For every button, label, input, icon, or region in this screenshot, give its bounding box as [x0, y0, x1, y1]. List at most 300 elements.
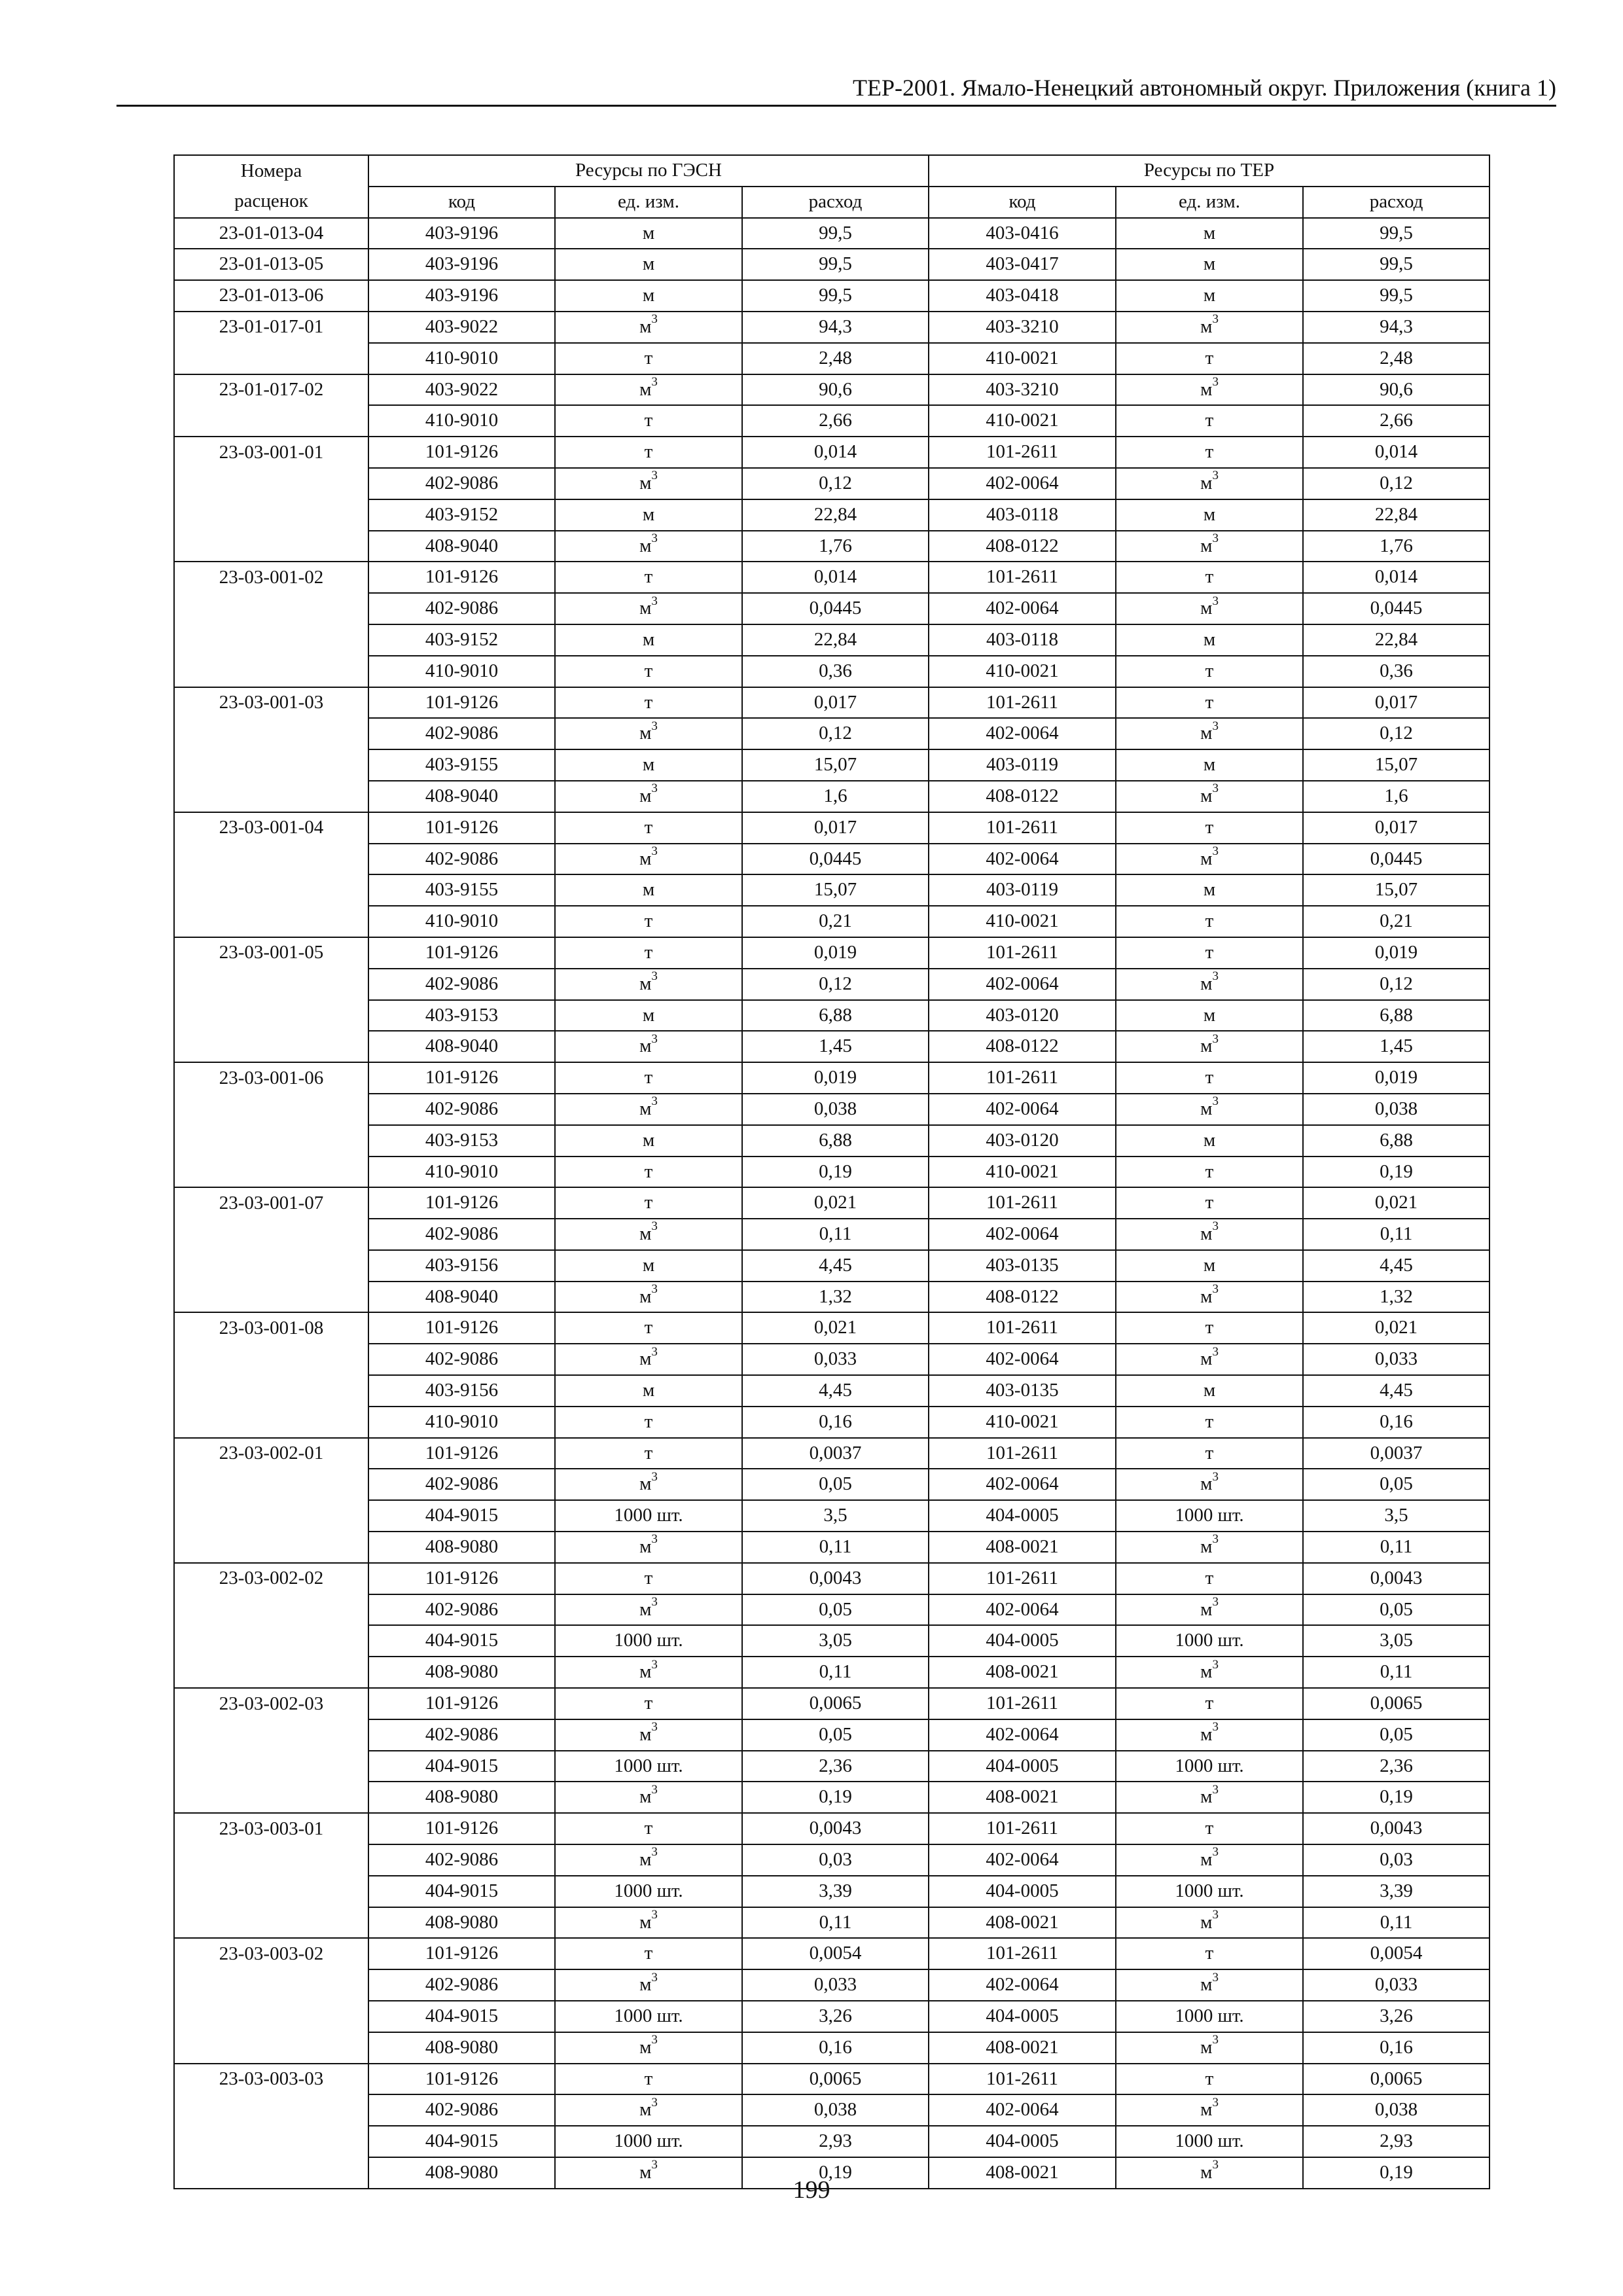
ter-rate-cell: 3,39 [1303, 1876, 1489, 1907]
rate-number-cell: 23-03-001-07 [174, 1187, 368, 1219]
table-row [174, 1094, 1489, 1125]
rate-number-cell [174, 624, 368, 656]
unit-text: м [1200, 1974, 1213, 1996]
gesn-rate-cell: 0,033 [742, 1969, 929, 2001]
ter-rate-cell: 6,88 [1303, 1000, 1489, 1031]
ter-unit-cell [1116, 1844, 1303, 1876]
gesn-rate-cell: 0,017 [742, 812, 929, 844]
rate-number-cell [174, 906, 368, 937]
gesn-code-cell: 403-9022 [368, 312, 555, 343]
ter-code-cell: 101-2611 [929, 1688, 1116, 1719]
ter-code-cell: 403-0120 [929, 1000, 1116, 1031]
unit-exponent: 3 [651, 719, 658, 733]
table-row [174, 2001, 1489, 2032]
table-body [174, 218, 1489, 2189]
rate-number-cell: 23-03-002-01 [174, 1438, 368, 1469]
gesn-unit-cell: м [555, 1375, 742, 1407]
gesn-code-cell: 402-9086 [368, 593, 555, 624]
unit-exponent: 3 [651, 1282, 658, 1297]
unit-text: м [639, 1786, 652, 1808]
header-row-2 [174, 187, 1489, 218]
rate-number-cell [174, 1000, 368, 1031]
rate-number-cell [174, 1282, 368, 1313]
unit-exponent: 3 [651, 2095, 658, 2109]
ter-rate-cell: 0,12 [1303, 969, 1489, 1000]
ter-code-cell: 408-0122 [929, 781, 1116, 812]
col-num-header-line2: расценок [174, 187, 368, 218]
ter-unit-cell: т [1116, 1688, 1303, 1719]
gesn-unit-cell [555, 531, 742, 562]
gesn-rate-cell: 0,05 [742, 1594, 929, 1626]
unit-text: м [639, 848, 652, 869]
gesn-rate-cell: 0,014 [742, 437, 929, 468]
unit-text: м [1200, 1786, 1213, 1808]
table-row [174, 844, 1489, 875]
unit-exponent: 3 [651, 1469, 658, 1484]
table-row [174, 969, 1489, 1000]
gesn-unit-cell: т [555, 1438, 742, 1469]
unit-text: м [1200, 1661, 1213, 1683]
rate-number-cell [174, 1594, 368, 1626]
gesn-code-cell: 101-9126 [368, 1688, 555, 1719]
ter-unit-cell [1116, 1907, 1303, 1939]
rate-number-cell [174, 405, 368, 437]
gesn-unit-cell: т [555, 405, 742, 437]
unit-exponent: 3 [651, 1907, 658, 1922]
ter-rate-cell: 94,3 [1303, 312, 1489, 343]
unit-text: м [639, 1911, 652, 1933]
gesn-code-cell: 402-9086 [368, 844, 555, 875]
ter-unit-cell: м [1116, 218, 1303, 249]
table-row [174, 624, 1489, 656]
unit-text: м [1200, 1536, 1213, 1558]
table-row [174, 1438, 1489, 1469]
ter-unit-cell [1116, 1782, 1303, 1813]
unit-exponent: 3 [1212, 1907, 1219, 1922]
ter-rate-cell: 0,0065 [1303, 1688, 1489, 1719]
gesn-unit-cell [555, 1031, 742, 1062]
unit-exponent: 3 [651, 1845, 658, 1859]
unit-exponent: 3 [1212, 1344, 1219, 1359]
ter-unit-cell [1116, 593, 1303, 624]
ter-unit-cell [1116, 1031, 1303, 1062]
ter-rate-cell: 1,6 [1303, 781, 1489, 812]
gesn-unit-cell: м [555, 624, 742, 656]
ter-unit-cell: т [1116, 656, 1303, 687]
table-row [174, 1062, 1489, 1094]
gesn-code-cell: 403-9156 [368, 1250, 555, 1282]
gesn-code-cell: 402-9086 [368, 1469, 555, 1500]
gesn-unit-cell: т [555, 343, 742, 374]
gesn-rate-cell: 4,45 [742, 1375, 929, 1407]
gesn-unit-cell: м [555, 1250, 742, 1282]
group-header-gesn: Ресурсы по ГЭСН [368, 155, 929, 187]
gesn-rate-cell: 2,36 [742, 1751, 929, 1782]
ter-unit-cell [1116, 1719, 1303, 1751]
ter-code-cell: 410-0021 [929, 405, 1116, 437]
unit-exponent: 3 [1212, 594, 1219, 608]
ter-rate-cell: 99,5 [1303, 249, 1489, 280]
ter-unit-cell: м [1116, 749, 1303, 781]
rate-number-cell [174, 1657, 368, 1688]
ter-unit-cell: 1000 шт. [1116, 2001, 1303, 2032]
ter-unit-cell [1116, 718, 1303, 749]
ter-unit-cell: м [1116, 624, 1303, 656]
ter-unit-cell: т [1116, 405, 1303, 437]
ter-rate-cell: 3,05 [1303, 1625, 1489, 1657]
ter-rate-cell: 0,0054 [1303, 1938, 1489, 1969]
rate-number-cell [174, 718, 368, 749]
unit-exponent: 3 [651, 1720, 658, 1734]
unit-text: м [1200, 1035, 1213, 1057]
gesn-rate-cell: 0,019 [742, 1062, 929, 1094]
unit-text: м [639, 315, 652, 337]
ter-unit-cell [1116, 1344, 1303, 1375]
ter-code-cell: 410-0021 [929, 343, 1116, 374]
unit-exponent: 3 [651, 1031, 658, 1046]
gesn-rate-cell: 3,26 [742, 2001, 929, 2032]
ter-unit-cell [1116, 2094, 1303, 2126]
unit-text: м [639, 2099, 652, 2121]
gesn-rate-cell: 0,0065 [742, 1688, 929, 1719]
unit-exponent: 3 [1212, 374, 1219, 389]
ter-code-cell: 404-0005 [929, 1625, 1116, 1657]
unit-text: м [1200, 315, 1213, 337]
unit-exponent: 3 [1212, 844, 1219, 858]
unit-text: м [1200, 598, 1213, 619]
rate-number-cell [174, 1625, 368, 1657]
ter-rate-cell: 1,45 [1303, 1031, 1489, 1062]
gesn-code-cell: 101-9126 [368, 937, 555, 969]
ter-code-cell: 408-0122 [929, 531, 1116, 562]
ter-rate-cell: 2,93 [1303, 2126, 1489, 2157]
ter-code-cell: 408-0021 [929, 1782, 1116, 1813]
unit-exponent: 3 [1212, 469, 1219, 483]
gesn-rate-cell: 6,88 [742, 1000, 929, 1031]
gesn-rate-cell: 22,84 [742, 624, 929, 656]
unit-text: м [1200, 1849, 1213, 1871]
gesn-unit-cell: м [555, 749, 742, 781]
unit-exponent: 3 [651, 781, 658, 796]
gesn-code-cell: 403-9153 [368, 1125, 555, 1157]
rate-number-cell: 23-01-013-06 [174, 280, 368, 312]
ter-unit-cell: м [1116, 1375, 1303, 1407]
ter-unit-cell [1116, 781, 1303, 812]
ter-unit-cell: т [1116, 812, 1303, 844]
ter-code-cell: 101-2611 [929, 1563, 1116, 1594]
gesn-unit-cell [555, 1969, 742, 2001]
gesn-rate-cell: 4,45 [742, 1250, 929, 1282]
ter-unit-cell: т [1116, 343, 1303, 374]
rate-number-cell: 23-03-003-03 [174, 2064, 368, 2095]
ter-unit-cell: 1000 шт. [1116, 2126, 1303, 2157]
unit-exponent: 3 [1212, 781, 1219, 796]
table-row [174, 249, 1489, 280]
gesn-code-cell: 404-9015 [368, 1625, 555, 1657]
unit-text: м [639, 1974, 652, 1996]
rate-number-cell: 23-01-017-01 [174, 312, 368, 343]
ter-code-cell: 410-0021 [929, 906, 1116, 937]
ter-code-cell: 101-2611 [929, 562, 1116, 593]
ter-code-cell: 410-0021 [929, 1157, 1116, 1188]
gesn-rate-cell: 0,19 [742, 1782, 929, 1813]
table-row [174, 874, 1489, 906]
ter-rate-cell: 0,014 [1303, 437, 1489, 468]
table-row [174, 437, 1489, 468]
table-row [174, 312, 1489, 343]
gesn-rate-cell: 0,36 [742, 656, 929, 687]
ter-code-cell: 101-2611 [929, 1187, 1116, 1219]
unit-exponent: 3 [1212, 1970, 1219, 1984]
gesn-unit-cell: т [555, 1312, 742, 1344]
gesn-unit-cell [555, 468, 742, 499]
ter-unit-cell: т [1116, 2064, 1303, 2095]
table-row [174, 1031, 1489, 1062]
table-row [174, 2094, 1489, 2126]
gesn-rate-cell: 99,5 [742, 249, 929, 280]
ter-unit-cell [1116, 1532, 1303, 1563]
gesn-code-cell: 403-9156 [368, 1375, 555, 1407]
unit-exponent: 3 [1212, 1657, 1219, 1672]
ter-code-cell: 403-0416 [929, 218, 1116, 249]
unit-text: м [1200, 785, 1213, 806]
rate-number-cell [174, 749, 368, 781]
table-row [174, 374, 1489, 406]
table-row [174, 593, 1489, 624]
gesn-unit-cell: м [555, 1000, 742, 1031]
gesn-code-cell: 101-9126 [368, 1563, 555, 1594]
rate-number-cell: 23-03-002-03 [174, 1688, 368, 1719]
table-row [174, 218, 1489, 249]
ter-unit-cell: т [1116, 1157, 1303, 1188]
gesn-unit-cell: 1000 шт. [555, 2001, 742, 2032]
page-number: 199 [793, 2176, 830, 2204]
ter-code-cell: 402-0064 [929, 1094, 1116, 1125]
gesn-unit-cell: 1000 шт. [555, 1751, 742, 1782]
ter-code-cell: 408-0021 [929, 1532, 1116, 1563]
table-row [174, 2032, 1489, 2064]
unit-text: м [1200, 2162, 1213, 2183]
rate-number-cell [174, 468, 368, 499]
gesn-unit-cell: т [555, 687, 742, 719]
unit-exponent: 3 [651, 531, 658, 545]
unit-text: м [639, 1661, 652, 1683]
unit-text: м [1200, 2036, 1213, 2058]
ter-unit-cell: т [1116, 1062, 1303, 1094]
unit-exponent: 3 [651, 969, 658, 984]
gesn-rate-cell: 0,0043 [742, 1813, 929, 1844]
gesn-code-cell: 101-9126 [368, 1312, 555, 1344]
ter-rate-cell: 22,84 [1303, 499, 1489, 531]
gesn-code-cell: 101-9126 [368, 1062, 555, 1094]
rate-number-cell [174, 2126, 368, 2157]
gesn-unit-cell: 1000 шт. [555, 2126, 742, 2157]
table-row [174, 812, 1489, 844]
unit-exponent: 3 [651, 469, 658, 483]
gesn-unit-cell: т [555, 1407, 742, 1438]
unit-text: м [639, 378, 652, 400]
running-header: ТЕР-2001. Ямало-Ненецкий автономный округ. Приложения (книга 1) [853, 75, 1556, 101]
gesn-unit-cell: т [555, 1062, 742, 1094]
gesn-code-cell: 404-9015 [368, 1500, 555, 1532]
ter-unit-cell: т [1116, 687, 1303, 719]
unit-text: м [1200, 2099, 1213, 2121]
ter-rate-cell: 99,5 [1303, 218, 1489, 249]
ter-code-cell: 101-2611 [929, 1062, 1116, 1094]
ter-rate-cell: 4,45 [1303, 1250, 1489, 1282]
unit-text: м [639, 1098, 652, 1119]
ter-code-cell: 403-0120 [929, 1125, 1116, 1157]
ter-rate-cell: 0,19 [1303, 1782, 1489, 1813]
rate-number-cell: 23-03-001-08 [174, 1312, 368, 1344]
ter-rate-cell: 0,11 [1303, 1219, 1489, 1250]
gesn-rate-cell: 0,033 [742, 1344, 929, 1375]
unit-text: м [639, 1223, 652, 1245]
gesn-rate-cell: 1,45 [742, 1031, 929, 1062]
unit-text: м [1200, 1348, 1213, 1370]
rate-number-cell [174, 1751, 368, 1782]
gesn-code-cell: 404-9015 [368, 1751, 555, 1782]
gesn-unit-cell: т [555, 437, 742, 468]
ter-code-cell: 403-0118 [929, 624, 1116, 656]
unit-text: м [639, 1849, 652, 1871]
gesn-rate-cell: 0,038 [742, 1094, 929, 1125]
unit-text: м [639, 1473, 652, 1495]
gesn-code-cell: 402-9086 [368, 1719, 555, 1751]
unit-exponent: 3 [1212, 1469, 1219, 1484]
ter-code-cell: 410-0021 [929, 656, 1116, 687]
rate-number-cell [174, 1469, 368, 1500]
ter-code-cell: 403-0118 [929, 499, 1116, 531]
unit-exponent: 3 [1212, 969, 1219, 984]
table-row [174, 1250, 1489, 1282]
ter-unit-cell: т [1116, 906, 1303, 937]
rate-number-cell [174, 781, 368, 812]
ter-code-cell: 408-0122 [929, 1031, 1116, 1062]
resources-table [173, 154, 1490, 2189]
gesn-unit-cell [555, 2032, 742, 2064]
gesn-code-cell: 402-9086 [368, 1094, 555, 1125]
unit-exponent: 3 [651, 1094, 658, 1109]
ter-unit-cell: 1000 шт. [1116, 1876, 1303, 1907]
gesn-rate-cell: 0,12 [742, 969, 929, 1000]
table-row [174, 1344, 1489, 1375]
ter-code-cell: 403-0418 [929, 280, 1116, 312]
ter-code-cell: 402-0064 [929, 969, 1116, 1000]
gesn-code-cell: 403-9155 [368, 874, 555, 906]
ter-rate-cell: 0,12 [1303, 468, 1489, 499]
table-row [174, 1938, 1489, 1969]
ter-unit-cell [1116, 1469, 1303, 1500]
gesn-code-cell: 410-9010 [368, 343, 555, 374]
ter-unit-cell: т [1116, 562, 1303, 593]
ter-rate-cell: 0,033 [1303, 1969, 1489, 2001]
unit-text: м [639, 2036, 652, 2058]
gesn-code-cell: 408-9080 [368, 1532, 555, 1563]
ter-rate-cell: 99,5 [1303, 280, 1489, 312]
ter-code-cell: 402-0064 [929, 1469, 1116, 1500]
rate-number-cell [174, 874, 368, 906]
ter-code-cell: 101-2611 [929, 687, 1116, 719]
gesn-code-cell: 402-9086 [368, 718, 555, 749]
gesn-rate-cell: 0,0445 [742, 593, 929, 624]
gesn-rate-cell: 0,021 [742, 1187, 929, 1219]
gesn-unit-cell [555, 1594, 742, 1626]
gesn-rate-cell: 0,19 [742, 2157, 929, 2189]
ter-unit-cell: т [1116, 1938, 1303, 1969]
rate-number-cell [174, 1782, 368, 1813]
ter-unit-cell [1116, 969, 1303, 1000]
gesn-rate-cell: 0,05 [742, 1719, 929, 1751]
ter-rate-cell: 90,6 [1303, 374, 1489, 406]
rate-number-cell: 23-01-013-05 [174, 249, 368, 280]
gesn-unit-cell [555, 1782, 742, 1813]
unit-exponent: 3 [651, 1532, 658, 1547]
unit-text: м [639, 785, 652, 806]
gesn-rate-cell: 0,11 [742, 1907, 929, 1939]
ter-unit-cell: 1000 шт. [1116, 1751, 1303, 1782]
ter-code-cell: 402-0064 [929, 1844, 1116, 1876]
gesn-code-cell: 101-9126 [368, 2064, 555, 2095]
rate-number-cell: 23-03-001-06 [174, 1062, 368, 1094]
gesn-unit-cell: т [555, 562, 742, 593]
unit-exponent: 3 [651, 844, 658, 858]
unit-text: м [639, 1598, 652, 1620]
gesn-rate-cell: 15,07 [742, 874, 929, 906]
ter-unit-cell [1116, 2032, 1303, 2064]
ter-code-cell: 408-0021 [929, 1907, 1116, 1939]
ter-unit-cell: м [1116, 874, 1303, 906]
col-header-ter-code: код [929, 187, 1116, 218]
table-row [174, 1657, 1489, 1688]
gesn-rate-cell: 2,93 [742, 2126, 929, 2157]
ter-unit-cell: 1000 шт. [1116, 1500, 1303, 1532]
gesn-unit-cell: т [555, 1938, 742, 1969]
ter-code-cell: 404-0005 [929, 1751, 1116, 1782]
unit-exponent: 3 [651, 1657, 658, 1672]
unit-text: м [1200, 723, 1213, 744]
unit-text: м [1200, 973, 1213, 994]
gesn-unit-cell: 1000 шт. [555, 1876, 742, 1907]
ter-rate-cell: 0,019 [1303, 937, 1489, 969]
ter-rate-cell: 15,07 [1303, 874, 1489, 906]
unit-text: м [639, 535, 652, 556]
gesn-unit-cell: т [555, 1187, 742, 1219]
gesn-code-cell: 408-9080 [368, 2157, 555, 2189]
gesn-code-cell: 403-9196 [368, 280, 555, 312]
ter-rate-cell: 0,16 [1303, 1407, 1489, 1438]
gesn-code-cell: 408-9080 [368, 1907, 555, 1939]
ter-rate-cell: 3,5 [1303, 1500, 1489, 1532]
gesn-unit-cell: м [555, 218, 742, 249]
gesn-unit-cell [555, 1344, 742, 1375]
ter-rate-cell: 22,84 [1303, 624, 1489, 656]
ter-rate-cell: 0,0445 [1303, 844, 1489, 875]
table-row [174, 1844, 1489, 1876]
ter-unit-cell [1116, 1657, 1303, 1688]
gesn-code-cell: 410-9010 [368, 405, 555, 437]
unit-text: м [1200, 1598, 1213, 1620]
gesn-code-cell: 402-9086 [368, 2094, 555, 2126]
table-row [174, 1125, 1489, 1157]
gesn-unit-cell [555, 312, 742, 343]
table-row [174, 280, 1489, 312]
gesn-rate-cell: 0,014 [742, 562, 929, 593]
unit-exponent: 3 [651, 2158, 658, 2172]
ter-unit-cell [1116, 1219, 1303, 1250]
ter-code-cell: 403-0135 [929, 1375, 1116, 1407]
gesn-code-cell: 403-9152 [368, 499, 555, 531]
